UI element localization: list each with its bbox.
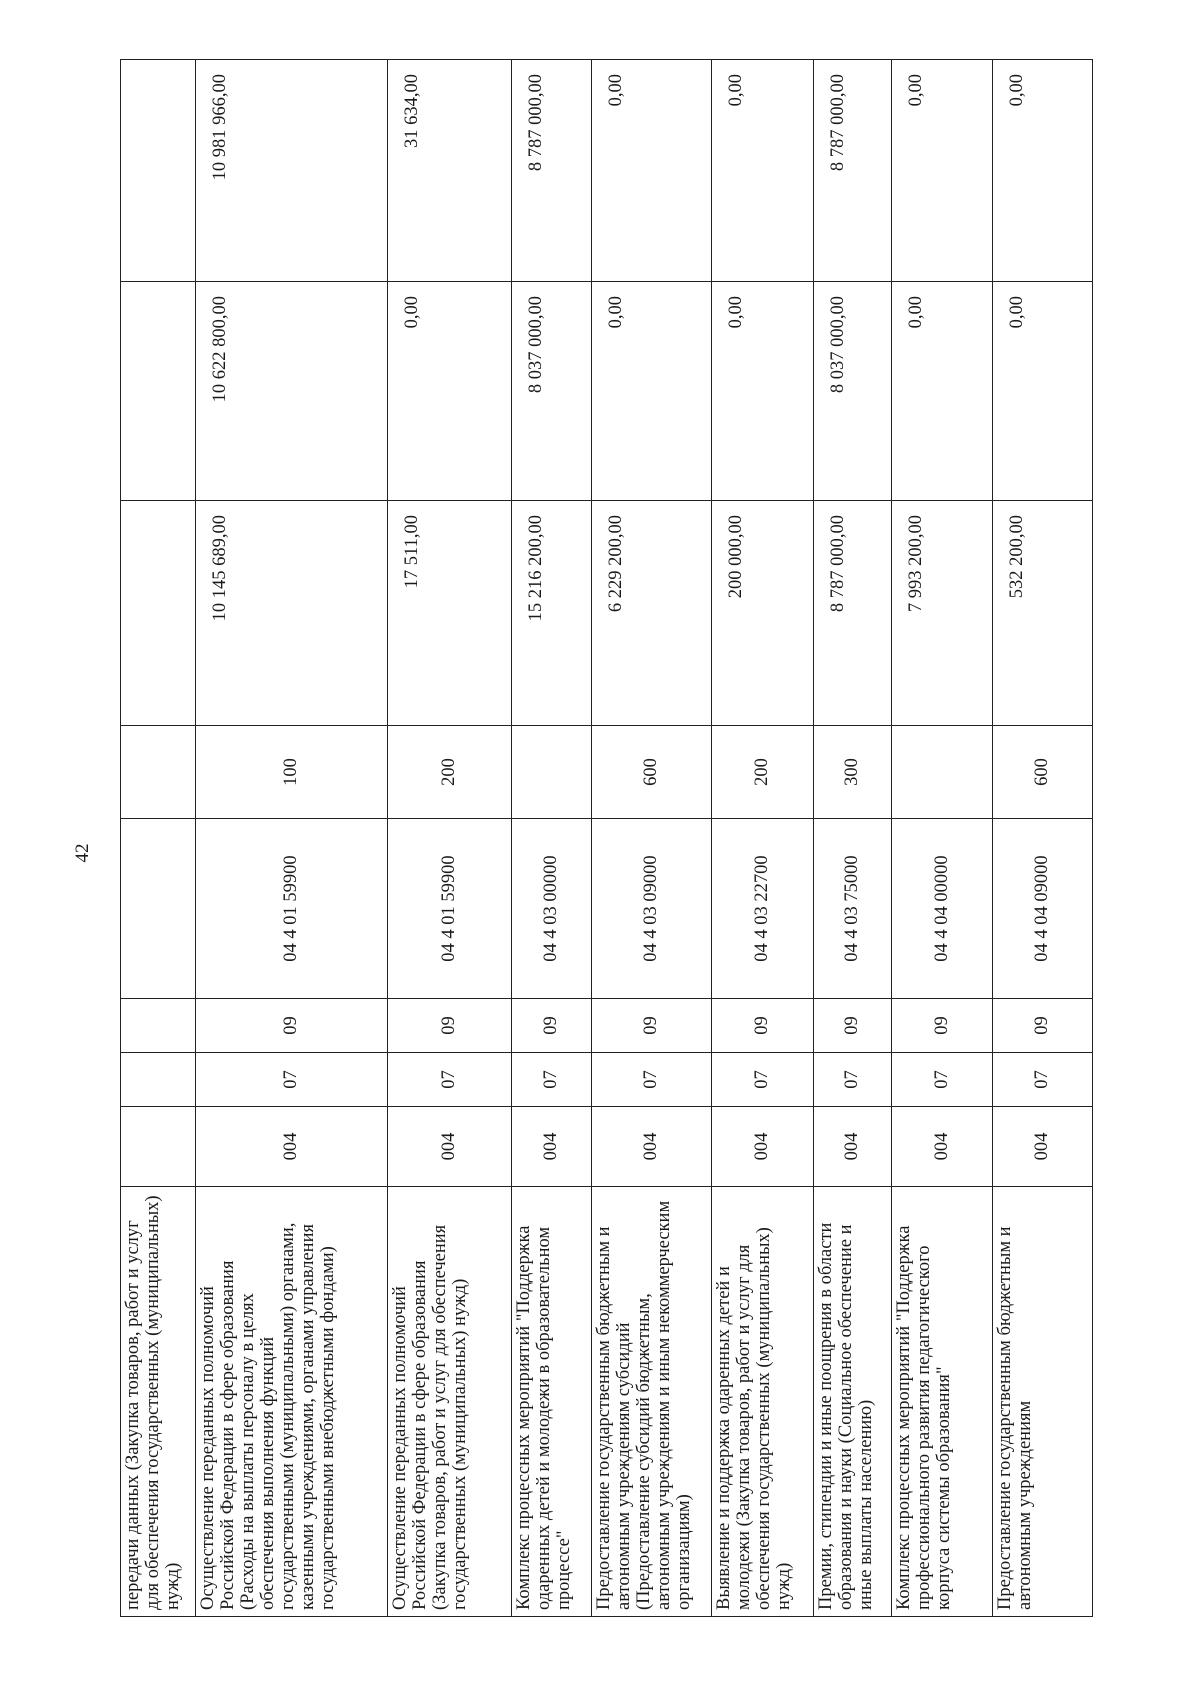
section-code: 07 (993, 1053, 1093, 1107)
table-row (814, 60, 892, 1617)
target-article-code: 04 4 03 75000 (814, 819, 892, 999)
amount-year-2: 0,00 (592, 282, 712, 501)
ved-code: 004 (512, 1107, 592, 1187)
target-article-code (121, 819, 196, 999)
row-name: Премии, стипендии и иные поощрения в области образования и науки (Социальное обеспечение и иные выплаты населению) (814, 1187, 892, 1617)
amount-year-1: 6 229 200,00 (592, 501, 712, 726)
table-row (892, 60, 993, 1617)
target-article-code: 04 4 04 00000 (892, 819, 993, 999)
expense-type-code: 100 (196, 726, 388, 819)
section-code: 07 (592, 1053, 712, 1107)
row-name: Комплекс процессных мероприятий "Поддержка профессионального развития педагогического корпуса системы образования" (892, 1187, 993, 1617)
row-name: Предоставление государственным бюджетным и автономным учреждениям субсидий (Предоставление субсидий бюджетным, автономным учреждениям и иным некоммерческим организациям) (592, 1187, 712, 1617)
expense-type-code: 300 (814, 726, 892, 819)
section-code: 07 (388, 1053, 512, 1107)
section-code: 07 (196, 1053, 388, 1107)
row-name: Осуществление переданных полномочий Российской Федерации в сфере образования (Закупка товаров, работ и услуг для обеспечения государственных (муниципальных) нужд) (388, 1187, 512, 1617)
amount-year-1: 8 787 000,00 (814, 501, 892, 726)
rotated-table-frame (120, 60, 1092, 1617)
amount-year-2: 0,00 (388, 282, 512, 501)
table-row (388, 60, 512, 1617)
target-article-code: 04 4 01 59900 (388, 819, 512, 999)
amount-year-3: 31 634,00 (388, 60, 512, 282)
table-row (121, 60, 196, 1617)
amount-year-2: 10 622 800,00 (196, 282, 388, 501)
ved-code: 004 (892, 1107, 993, 1187)
budget-table (120, 59, 1093, 1617)
subsection-code (121, 999, 196, 1053)
amount-year-2: 0,00 (892, 282, 993, 501)
section-code: 07 (512, 1053, 592, 1107)
amount-year-1: 10 145 689,00 (196, 501, 388, 726)
expense-type-code: 200 (712, 726, 814, 819)
subsection-code: 09 (814, 999, 892, 1053)
row-name: передачи данных (Закупка товаров, работ и услуг для обеспечения государственных (муниципальных) нужд) (121, 1187, 196, 1617)
page-number: 42 (72, 843, 93, 863)
row-name: Выявление и поддержка одаренных детей и молодежи (Закупка товаров, работ и услуг для обеспечения государственных (муниципальных) нужд) (712, 1187, 814, 1617)
amount-year-2: 0,00 (712, 282, 814, 501)
table-row (196, 60, 388, 1617)
amount-year-2: 8 037 000,00 (814, 282, 892, 501)
ved-code (121, 1107, 196, 1187)
expense-type-code: 600 (993, 726, 1093, 819)
amount-year-1: 17 511,00 (388, 501, 512, 726)
amount-year-1 (121, 501, 196, 726)
amount-year-1: 200 000,00 (712, 501, 814, 726)
amount-year-3: 8 787 000,00 (814, 60, 892, 282)
amount-year-3: 8 787 000,00 (512, 60, 592, 282)
row-name: Осуществление переданных полномочий Российской Федерации в сфере образования (Расходы на выплаты персоналу в целях обеспечения выполнения функций государственными (муниципальными) органами, казенными учреждениями, органами управления государственными внебюджетными фондами) (196, 1187, 388, 1617)
section-code (121, 1053, 196, 1107)
amount-year-3: 0,00 (712, 60, 814, 282)
expense-type-code (121, 726, 196, 819)
subsection-code: 09 (388, 999, 512, 1053)
amount-year-1: 532 200,00 (993, 501, 1093, 726)
subsection-code: 09 (892, 999, 993, 1053)
table-row (592, 60, 712, 1617)
ved-code: 004 (196, 1107, 388, 1187)
amount-year-3: 0,00 (592, 60, 712, 282)
ved-code: 004 (388, 1107, 512, 1187)
amount-year-1: 7 993 200,00 (892, 501, 993, 726)
subsection-code: 09 (712, 999, 814, 1053)
section-code: 07 (712, 1053, 814, 1107)
subsection-code: 09 (592, 999, 712, 1053)
amount-year-3: 10 981 966,00 (196, 60, 388, 282)
ved-code: 004 (993, 1107, 1093, 1187)
target-article-code: 04 4 03 22700 (712, 819, 814, 999)
amount-year-1: 15 216 200,00 (512, 501, 592, 726)
table-row (712, 60, 814, 1617)
ved-code: 004 (592, 1107, 712, 1187)
row-name: Предоставление государственным бюджетным и автономным учреждениям (993, 1187, 1093, 1617)
target-article-code: 04 4 03 00000 (512, 819, 592, 999)
subsection-code: 09 (512, 999, 592, 1053)
target-article-code: 04 4 03 09000 (592, 819, 712, 999)
expense-type-code: 200 (388, 726, 512, 819)
ved-code: 004 (712, 1107, 814, 1187)
amount-year-3: 0,00 (892, 60, 993, 282)
row-name: Комплекс процессных мероприятий "Поддержка одаренных детей и молодежи в образовательном процессе" (512, 1187, 592, 1617)
expense-type-code (512, 726, 592, 819)
target-article-code: 04 4 04 09000 (993, 819, 1093, 999)
subsection-code: 09 (993, 999, 1093, 1053)
ved-code: 004 (814, 1107, 892, 1187)
table-row (512, 60, 592, 1617)
target-article-code: 04 4 01 59900 (196, 819, 388, 999)
table-row (993, 60, 1093, 1617)
expense-type-code: 600 (592, 726, 712, 819)
amount-year-2: 0,00 (993, 282, 1093, 501)
expense-type-code (892, 726, 993, 819)
amount-year-2 (121, 282, 196, 501)
subsection-code: 09 (196, 999, 388, 1053)
amount-year-3 (121, 60, 196, 282)
section-code: 07 (892, 1053, 993, 1107)
amount-year-2: 8 037 000,00 (512, 282, 592, 501)
budget-table-page (120, 60, 1092, 1617)
section-code: 07 (814, 1053, 892, 1107)
amount-year-3: 0,00 (993, 60, 1093, 282)
